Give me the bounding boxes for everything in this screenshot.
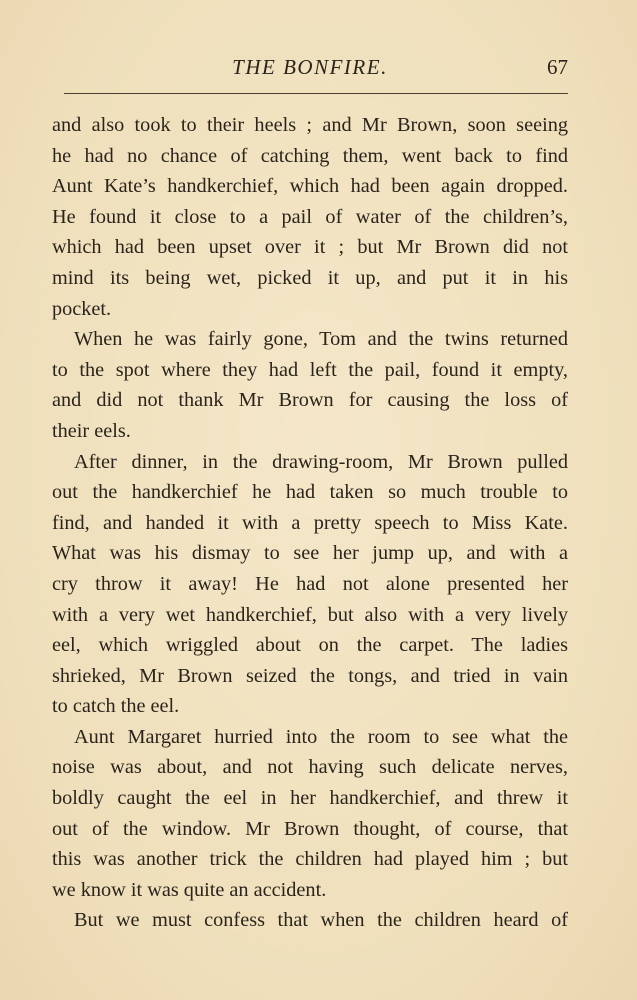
- text-line: pocket.: [52, 297, 112, 320]
- text-line: Aunt Margaret hurried into the room to see what the: [74, 725, 568, 748]
- text-line: this was another trick the children had played him ; but: [52, 848, 568, 871]
- text-line: find, and handed it with a pretty speech to Miss Kate.: [52, 511, 568, 534]
- text-line: When he was fairly gone, Tom and the twins returned: [74, 328, 568, 351]
- text-line: mind its being wet, picked it up, and put it in his: [52, 266, 568, 289]
- text-line: out of the window. Mr Brown thought, of course, that: [52, 817, 568, 840]
- text-line: cry throw it away! He had not alone presented her: [52, 572, 568, 595]
- text-line: boldly caught the eel in her handkerchief, and threw it: [52, 787, 568, 810]
- text-line: to catch the eel.: [52, 695, 180, 718]
- paragraph: [52, 447, 568, 722]
- text-line: noise was about, and not having such delicate nerves,: [52, 756, 568, 779]
- running-title: THE BONFIRE.: [232, 55, 388, 79]
- text-line: out the handkerchief he had taken so much trouble to: [52, 481, 568, 504]
- page-number: 67: [547, 55, 568, 79]
- text-line: He found it close to a pail of water of the children’s,: [52, 205, 568, 228]
- paragraph: [52, 110, 568, 324]
- text-line: But we must confess that when the children heard of: [74, 909, 568, 932]
- paragraph: [52, 905, 568, 936]
- text-line: and did not thank Mr Brown for causing the loss of: [52, 389, 568, 412]
- body-text: [52, 110, 568, 936]
- text-line: After dinner, in the drawing-room, Mr Brown pulled: [74, 450, 568, 473]
- running-header: [52, 55, 568, 85]
- text-line: and also took to their heels ; and Mr Brown, soon seeing: [52, 114, 568, 136]
- text-line: shrieked, Mr Brown seized the tongs, and tried in vain: [52, 664, 568, 687]
- text-line: he had no chance of catching them, went back to find: [52, 144, 568, 167]
- text-line: we know it was quite an accident.: [52, 878, 327, 901]
- text-line: to the spot where they had left the pail, found it empty,: [52, 358, 568, 381]
- paragraph: [52, 722, 568, 906]
- text-line: eel, which wriggled about on the carpet. The ladies: [52, 634, 568, 657]
- text-line: with a very wet handkerchief, but also with a very lively: [52, 603, 568, 626]
- text-line: What was his dismay to see her jump up, and with a: [52, 542, 568, 565]
- text-line: which had been upset over it ; but Mr Brown did not: [52, 236, 568, 259]
- paragraph: [52, 324, 568, 446]
- header-rule: [64, 93, 568, 94]
- text-line: Aunt Kate’s handkerchief, which had been again dropped.: [52, 175, 568, 198]
- text-line: their eels.: [52, 419, 131, 442]
